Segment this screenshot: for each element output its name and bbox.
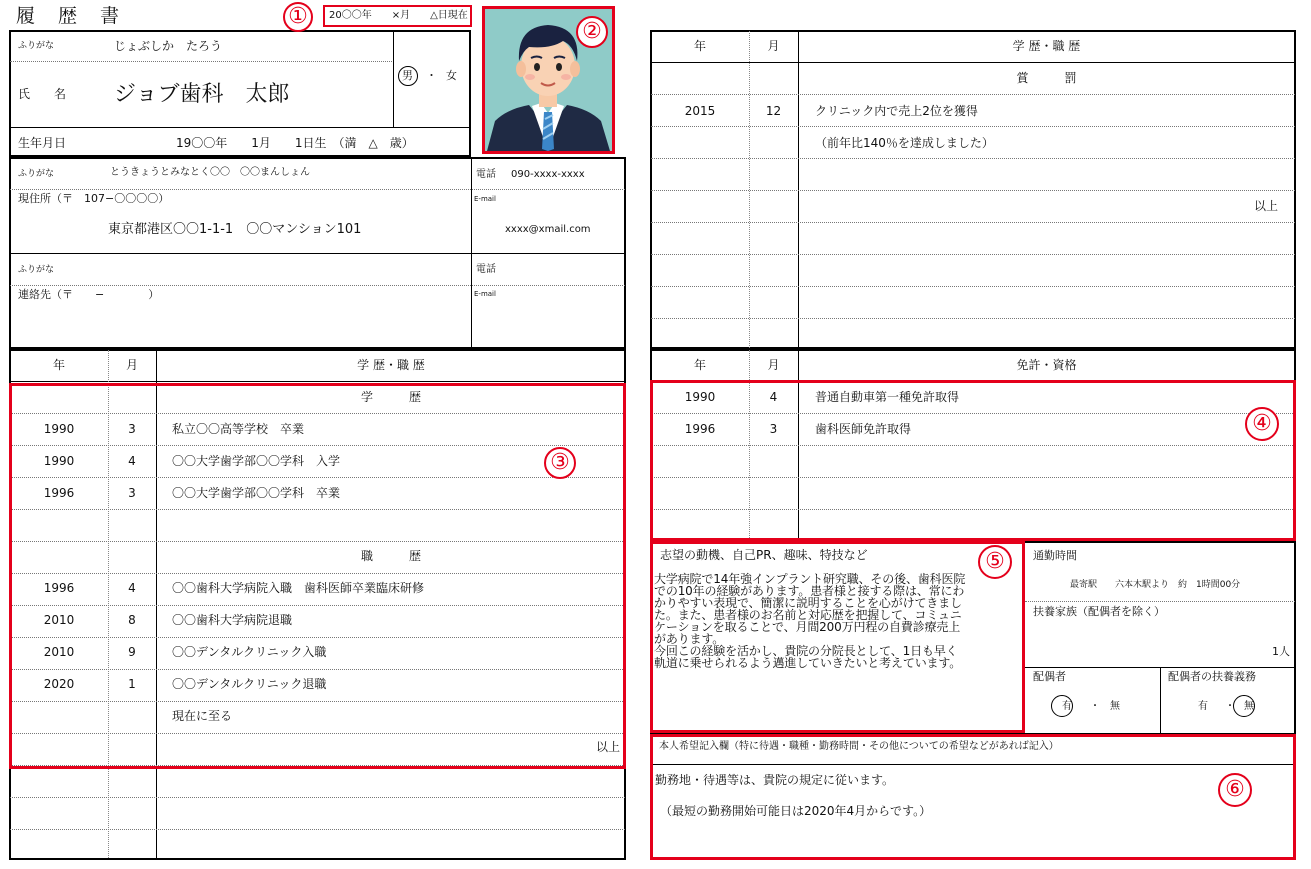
table-row-year: 2010 xyxy=(43,613,75,627)
history-end: 以上 xyxy=(595,740,620,754)
commute-label: 通勤時間 xyxy=(1033,549,1077,562)
licenses-col-year: 年 xyxy=(693,358,706,372)
support-no: 無 xyxy=(1244,701,1254,712)
name-value: ジョブ歯科 太郎 xyxy=(114,82,290,107)
contact-label: 連絡先（〒 − ） xyxy=(18,288,160,301)
address-furigana-value: とうきょうとみなとく〇〇 〇〇まんしょん xyxy=(110,167,310,178)
marker-1: ① xyxy=(283,2,313,32)
document-date: 20〇〇年 ×月 △日現在 xyxy=(329,10,468,21)
motivation-text xyxy=(654,573,1024,669)
history-col-month: 月 xyxy=(125,358,138,372)
table-row-year: 1996 xyxy=(684,422,716,436)
table-row-year: 1990 xyxy=(684,390,716,404)
document-title: 履 歴 書 xyxy=(16,5,122,27)
table-row-text: 歯科医師免許取得 xyxy=(815,422,912,436)
marker-6: ⑥ xyxy=(1218,773,1252,807)
spouse-label: 配偶者 xyxy=(1033,670,1066,683)
table-row-month: 12 xyxy=(765,104,782,118)
table-row-year: 1990 xyxy=(43,422,75,436)
table-row-text: 私立〇〇高等学校 卒業 xyxy=(172,422,305,436)
licenses-col-month: 月 xyxy=(767,358,780,372)
table-row-month: 4 xyxy=(128,581,136,595)
contact-email-label: E-mail xyxy=(474,290,496,298)
spouse-no: 無 xyxy=(1110,701,1120,712)
support-separator: ・ xyxy=(1225,701,1235,712)
table-row-month: 4 xyxy=(128,454,136,468)
gender-male: 男 xyxy=(402,69,413,82)
dependents-label: 扶養家族（配偶者を除く） xyxy=(1033,605,1165,618)
table-row-text: （前年比140％を達成しました） xyxy=(815,136,994,150)
motivation-title: 志望の動機、自己PR、趣味、特技など xyxy=(660,548,868,562)
gender-female: 女 xyxy=(446,69,457,82)
table-row-text: 〇〇大学歯学部〇〇学科 入学 xyxy=(172,454,341,468)
education-header: 学 歴 xyxy=(360,390,421,404)
table-row-year: 1996 xyxy=(43,486,75,500)
dependents-value: 1人 xyxy=(1272,645,1290,658)
email-label: E-mail xyxy=(474,195,496,203)
birth-value: 19〇〇年 1月 1日生 （満 △ 歳） xyxy=(176,136,414,150)
current-address-label: 現住所（〒 107−〇〇〇〇） xyxy=(18,192,170,205)
motivation-line: 大学病院で14年強インプラント研究職、その後、歯科医院 xyxy=(654,572,966,586)
gender-separator: ・ xyxy=(426,69,437,82)
table-row-text: 〇〇歯科大学病院入職 歯科医師卒業臨床研修 xyxy=(172,581,425,595)
motivation-line: での10年の経験があります。患者様と接する際は、常にわ xyxy=(654,584,965,598)
awards-end: 以上 xyxy=(1253,199,1278,213)
awards-col-title: 学 歴・職 歴 xyxy=(1012,39,1081,53)
table-row-month: 1 xyxy=(128,677,136,691)
awards-header: 賞 罰 xyxy=(1016,71,1077,85)
work-header: 職 歴 xyxy=(360,549,421,563)
awards-col-month: 月 xyxy=(767,39,780,53)
request-line-2: （最短の勤務開始可能日は2020年4月からです。） xyxy=(660,804,932,818)
marker-3: ③ xyxy=(544,447,576,479)
request-box xyxy=(650,735,1296,860)
history-col-year: 年 xyxy=(52,358,65,372)
name-label: 氏 名 xyxy=(18,87,67,101)
support-yes: 有 xyxy=(1198,701,1208,712)
marker-5: ⑤ xyxy=(978,545,1012,579)
table-row-text: 〇〇大学歯学部〇〇学科 卒業 xyxy=(172,486,341,500)
phone-value: 090-xxxx-xxxx xyxy=(511,169,585,180)
table-row-month: 3 xyxy=(128,486,136,500)
request-line-1: 勤務地・待遇等は、貴院の規定に従います。 xyxy=(655,773,895,787)
spouse-yes: 有 xyxy=(1062,701,1072,712)
motivation-line: ケーションを取ることで、月間200万円程の自費診療売上 xyxy=(654,620,961,634)
email-value: xxxx@xmail.com xyxy=(505,224,591,235)
spouse-separator: ・ xyxy=(1090,701,1100,712)
table-row-text: 普通自動車第一種免許取得 xyxy=(815,390,960,404)
contact-phone-label: 電話 xyxy=(476,264,496,275)
table-row-month: 8 xyxy=(128,613,136,627)
table-row-month: 3 xyxy=(769,422,778,436)
history-col-title: 学 歴・職 歴 xyxy=(357,358,425,372)
table-row-year: 1996 xyxy=(43,581,75,595)
table-row-month: 9 xyxy=(128,645,136,659)
commute-value: 最寄駅 六本木駅より 約 1時間00分 xyxy=(1070,580,1241,590)
furigana-value: じょぶしか たろう xyxy=(114,39,223,53)
marker-2: ② xyxy=(576,16,608,48)
contact-furigana-label: ふりがな xyxy=(18,265,55,275)
motivation-line: 今回この経験を活かし、貴院の分院長として、1日も早く xyxy=(654,644,958,658)
request-title: 本人希望記入欄（特に待遇・職種・勤務時間・その他についての希望などがあれば記入） xyxy=(659,741,1059,752)
history-current: 現在に至る xyxy=(172,709,233,723)
table-row-year: 1990 xyxy=(43,454,75,468)
furigana-label: ふりがな xyxy=(18,41,55,51)
table-row-text: クリニック内で売上2位を獲得 xyxy=(815,104,978,118)
table-row-year: 2020 xyxy=(43,677,75,691)
phone-label: 電話 xyxy=(476,169,496,180)
motivation-line: かりやすい表現で、簡潔に説明することを心がけてきまし xyxy=(654,596,962,610)
birth-label: 生年月日 xyxy=(18,136,67,150)
table-row-text: 〇〇デンタルクリニック入職 xyxy=(172,645,327,659)
motivation-line: 軌道に乗せられるよう邁進していきたいと考えています。 xyxy=(654,656,962,670)
address-furigana-label: ふりがな xyxy=(18,169,55,179)
table-row-year: 2010 xyxy=(43,645,75,659)
table-row-month: 3 xyxy=(128,422,136,436)
table-row-year: 2015 xyxy=(684,104,716,118)
table-row-text: 〇〇デンタルクリニック退職 xyxy=(172,677,327,691)
support-label: 配偶者の扶養義務 xyxy=(1168,670,1256,683)
current-address-value: 東京都港区〇〇1-1-1 〇〇マンション101 xyxy=(108,222,362,237)
table-row-month: 4 xyxy=(769,390,778,404)
motivation-line: た。また、患者様のお名前と対応歴を把握して、コミュニ xyxy=(654,608,962,622)
motivation-line: があります。 xyxy=(654,632,725,646)
marker-4: ④ xyxy=(1245,407,1279,441)
licenses-col-title: 免許・資格 xyxy=(1016,358,1077,372)
awards-col-year: 年 xyxy=(693,39,706,53)
table-row-text: 〇〇歯科大学病院退職 xyxy=(172,613,293,627)
